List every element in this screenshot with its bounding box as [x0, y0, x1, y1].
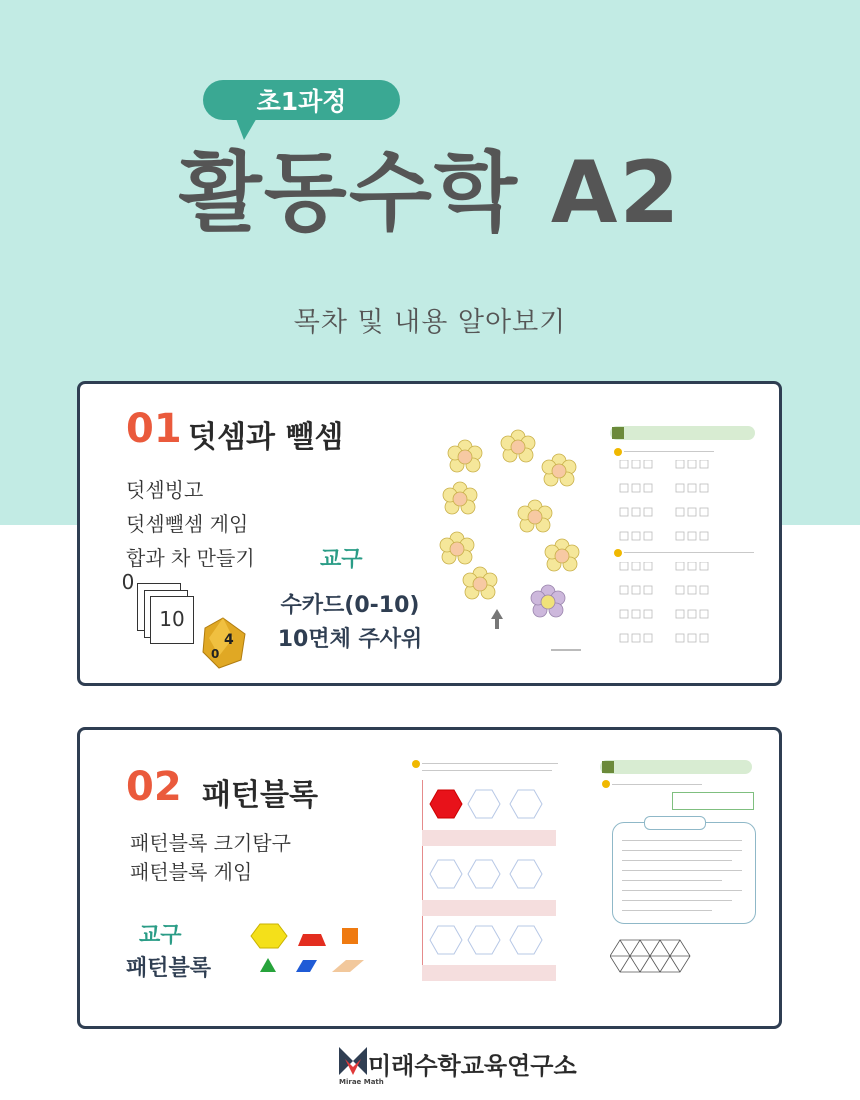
tool-item: 10면체 주사위 [277, 627, 423, 652]
tool-item: 패턴블록 [126, 956, 212, 981]
flower-path-illustration [435, 424, 595, 659]
badge-tail [235, 116, 258, 140]
tools-label: 교구 [139, 923, 182, 948]
section-number: 01 [126, 406, 182, 452]
page-title: 활동수학 A2 [178, 143, 682, 243]
topic-item: 덧셈빙고 [126, 478, 204, 502]
worksheet-preview [610, 424, 760, 654]
page-subtitle: 목차 및 내용 알아보기 [293, 307, 567, 338]
number-card [150, 596, 194, 644]
section-title: 패턴블록 [202, 778, 318, 813]
number-card-value: 0 [121, 570, 135, 594]
number-card-value: 10 [159, 607, 185, 631]
tool-item: 수카드(0-10) [280, 593, 420, 618]
footer-organization: 미래수학교육연구소 [368, 1052, 577, 1080]
worksheet-preview [600, 758, 760, 1008]
ten-sided-dice-icon [197, 616, 249, 670]
svg-text:0: 0 [211, 647, 220, 661]
section-card-01 [77, 381, 782, 686]
logo-text: Mirae Math [339, 1078, 384, 1086]
section-number: 02 [126, 764, 182, 810]
topic-item: 덧셈뺄셈 게임 [126, 512, 249, 536]
mirae-math-logo-icon [339, 1047, 367, 1077]
section-title: 덧셈과 뺄셈 [188, 420, 344, 455]
topic-item: 합과 차 만들기 [126, 546, 255, 570]
svg-text:4: 4 [224, 632, 234, 648]
section-card-02 [77, 727, 782, 1029]
worksheet-preview [410, 760, 558, 1010]
topic-item: 패턴블록 게임 [130, 860, 253, 884]
grade-badge: 초1과정 [203, 80, 400, 120]
pattern-blocks-icon [250, 920, 370, 982]
topic-item: 패턴블록 크기탐구 [130, 831, 291, 855]
tools-label: 교구 [320, 547, 363, 572]
